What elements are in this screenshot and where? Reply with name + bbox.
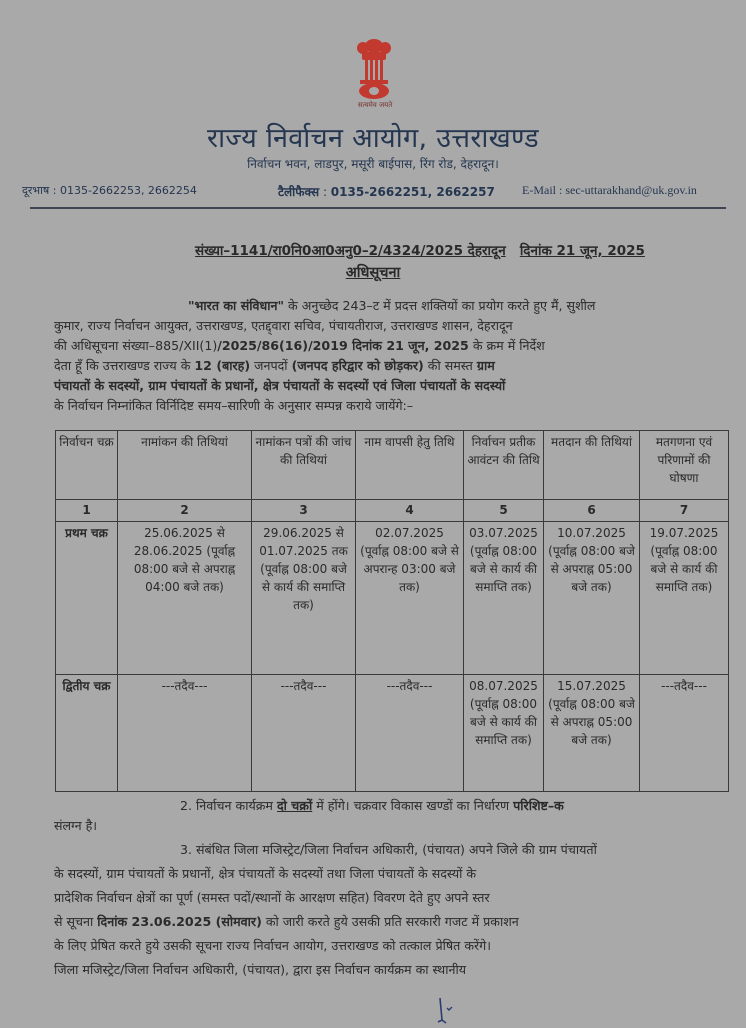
two-cycles-text: दो चक्रों — [276, 798, 313, 813]
table-cell: 10.07.2025 (पूर्वाह्न 08:00 बजे से अपराह्न 05:00 बजे तक) — [544, 522, 640, 675]
para-3-line-6: जिला मजिस्ट्रेट/जिला निर्वाचन अधिकारी, (पंचायत), द्वारा इस निर्वाचन कार्यक्रम का स्थानीय — [54, 962, 467, 977]
header-scrutiny-dates: नामांकन पत्रों की जांच की तिथियां — [252, 431, 356, 500]
intro-line-4e: की समस्त — [423, 358, 477, 373]
intro-line-4 — [54, 356, 716, 376]
table-cell: 02.07.2025 (पूर्वाह्न 08:00 बजे से अपरान्ह 03:00 बजे तक) — [356, 522, 464, 675]
notification-title: अधिसूचना — [345, 265, 401, 281]
intro-line-3a: की अधिसूचना संख्या–885/XII(1) — [54, 338, 218, 353]
phone-contact: दूरभाष : 0135-2662253, 2662254 — [22, 184, 197, 197]
header-nomination-dates: नामांकन की तिथियां — [118, 431, 252, 500]
table-header-row — [56, 431, 729, 500]
para-3-line-3: प्रादेशिक निर्वाचन क्षेत्रों का पूर्ण (समस्त पदों/स्थानों के आरक्षण सहित) विवरण देते हुए अपने स्तर — [54, 890, 490, 905]
intro-line-1-text: के अनुच्छेद 243–ट में प्रदत्त शक्तियों का प्रयोग करते हुए मैं, सुशील — [284, 298, 596, 313]
constitution-ref: "भारत का संविधान" — [188, 298, 285, 313]
organization-address: निर्वाचन भवन, लाडपुर, मसूरी बाईपास, रिंग रोड, देहरादून। — [247, 157, 499, 171]
table-cell: ---तदैव--- — [640, 675, 729, 792]
intro-line-3b: /2025/86(16)/2019 दिनांक 21 जून, 2025 — [217, 338, 469, 353]
table-cell: ---तदैव--- — [356, 675, 464, 792]
table-cell: 25.06.2025 से 28.06.2025 (पूर्वाह्न 08:00 बजे से अपराह्न 04:00 बजे तक) — [118, 522, 252, 675]
para-3-line-1: 3. संबंधित जिला मजिस्ट्रेट/जिला निर्वाचन अधिकारी, (पंचायत) अपने जिले की ग्राम पंचायतों — [180, 842, 597, 857]
organization-title: राज्य निर्वाचन आयोग, उत्तराखण्ड — [207, 123, 539, 154]
para-2a: 2. निर्वाचन कार्यक्रम — [180, 798, 277, 813]
table-cell: ---तदैव--- — [118, 675, 252, 792]
table-cell: 15.07.2025 (पूर्वाह्न 08:00 बजे से अपराह्न 05:00 बजे तक) — [544, 675, 640, 792]
header-polling-dates: मतदान की तिथियां — [544, 431, 640, 500]
column-number: 4 — [356, 500, 464, 522]
letterhead-divider — [30, 207, 726, 209]
email-label: E-Mail — [522, 183, 556, 197]
signature-mark-icon — [434, 996, 464, 1024]
column-number: 3 — [252, 500, 356, 522]
column-number: 5 — [464, 500, 544, 522]
column-number: 1 — [56, 500, 118, 522]
para-3-line-4 — [54, 912, 716, 932]
table-cell: 03.07.2025 (पूर्वाह्न 08:00 बजे से कार्य की समाप्ति तक) — [464, 522, 544, 675]
appendix-ka-ref: परिशिष्ट–क — [513, 798, 564, 813]
phone-label: दूरभाष — [22, 184, 50, 197]
table-column-number-row — [56, 500, 729, 522]
phone-value: 0135-2662253, 2662254 — [59, 184, 197, 197]
para-2-line-2: संलग्न है। — [54, 818, 98, 833]
intro-line-4c: जनपदों — [250, 358, 292, 373]
para-3-4a: से सूचना — [54, 914, 98, 929]
emblem-motto: सत्यमेव जयते — [357, 101, 393, 109]
intro-line-5: पंचायतों के सदस्यों, ग्राम पंचायतों के प्रधानों, क्षेत्र पंचायतों के सदस्यों एवं जिला पंचायतों के सदस्यों — [54, 378, 506, 393]
fax-label: टैलीफैक्स — [278, 185, 320, 199]
para-2c: में होंगे। चक्रवार विकास खण्डों का निर्धारण — [312, 798, 514, 813]
intro-line-1 — [188, 296, 714, 316]
intro-line-6: के निर्वाचन निम्नांकित विर्निदिष्ट समय–सारिणी के अनुसार सम्पन्न कराये जायेंगे:– — [54, 398, 414, 413]
table-cell: 29.06.2025 से 01.07.2025 तक (पूर्वाह्न 08:00 बजे से कार्य की समाप्ति तक) — [252, 522, 356, 675]
table-cell: ---तदैव--- — [252, 675, 356, 792]
para-3-line-2: के सदस्यों, ग्राम पंचायतों के प्रधानों, क्षेत्र पंचायतों के सदस्यों तथा जिला पंचायतों के सदस्यों के — [54, 866, 477, 881]
column-number: 7 — [640, 500, 729, 522]
publication-date: दिनांक 23.06.2025 (सोमवार) — [97, 914, 262, 929]
reference-date: दिनांक 21 जून, 2025 — [519, 243, 645, 259]
intro-line-4f: ग्राम — [476, 358, 495, 373]
column-number: 2 — [118, 500, 252, 522]
email-contact: E-Mail : sec-uttarakhand@uk.gov.in — [522, 183, 697, 197]
table-cell: 19.07.2025 (पूर्वाह्न 08:00 बजे से कार्य की समाप्ति तक) — [640, 522, 729, 675]
intro-line-4d: (जनपद हरिद्वार को छोड़कर) — [291, 358, 424, 373]
fax-contact: टैलीफैक्स : 0135-2662251, 2662257 — [278, 185, 495, 199]
intro-line-4a: देता हूँ कि उत्तराखण्ड राज्य के — [54, 358, 195, 373]
para-2-line-1 — [180, 796, 714, 816]
election-schedule-table — [55, 430, 729, 792]
fax-value: 0135-2662251, 2662257 — [330, 185, 495, 199]
header-counting-results: मतगणना एवं परिणामों की घोषणा — [640, 431, 729, 500]
header-cycle: निर्वाचन चक्र — [56, 431, 118, 500]
intro-line-3c: के क्रम में निर्देश — [468, 338, 545, 353]
header-symbol-allotment-date: निर्वाचन प्रतीक आवंटन की तिथि — [464, 431, 544, 500]
intro-line-2: कुमार, राज्य निर्वाचन आयुक्त, उत्तराखण्ड, एतद्द्वारा सचिव, पंचायतीराज, उत्तराखण्ड शासन, देहरादून — [54, 318, 513, 333]
email-value[interactable]: sec-uttarakhand@uk.gov.in — [565, 183, 697, 197]
reference-line — [150, 241, 690, 259]
cycle-name: द्वितीय चक्र — [56, 675, 118, 792]
header-withdrawal-date: नाम वापसी हेतु तिथि — [356, 431, 464, 500]
column-number: 6 — [544, 500, 640, 522]
para-3-4c: को जारी करते हुये उसकी प्रति सरकारी गजट में प्रकाशन — [261, 914, 519, 929]
table-row — [56, 522, 729, 675]
para-3-line-5: के लिए प्रेषित करते हुये उसकी सूचना राज्य निर्वाचन आयोग, उत्तराखण्ड को तत्काल प्रेषित करेंगे। — [54, 938, 492, 953]
table-cell: 08.07.2025 (पूर्वाह्न 08:00 बजे से कार्य की समाप्ति तक) — [464, 675, 544, 792]
intro-line-4b: 12 (बारह) — [194, 358, 251, 373]
state-emblem-icon — [344, 36, 404, 108]
reference-number: संख्या–1141/रा0नि0आ0अनु0–2/4324/2025 देहरादून — [195, 243, 506, 259]
table-row — [56, 675, 729, 792]
cycle-name: प्रथम चक्र — [56, 522, 118, 675]
intro-line-3 — [54, 336, 716, 356]
